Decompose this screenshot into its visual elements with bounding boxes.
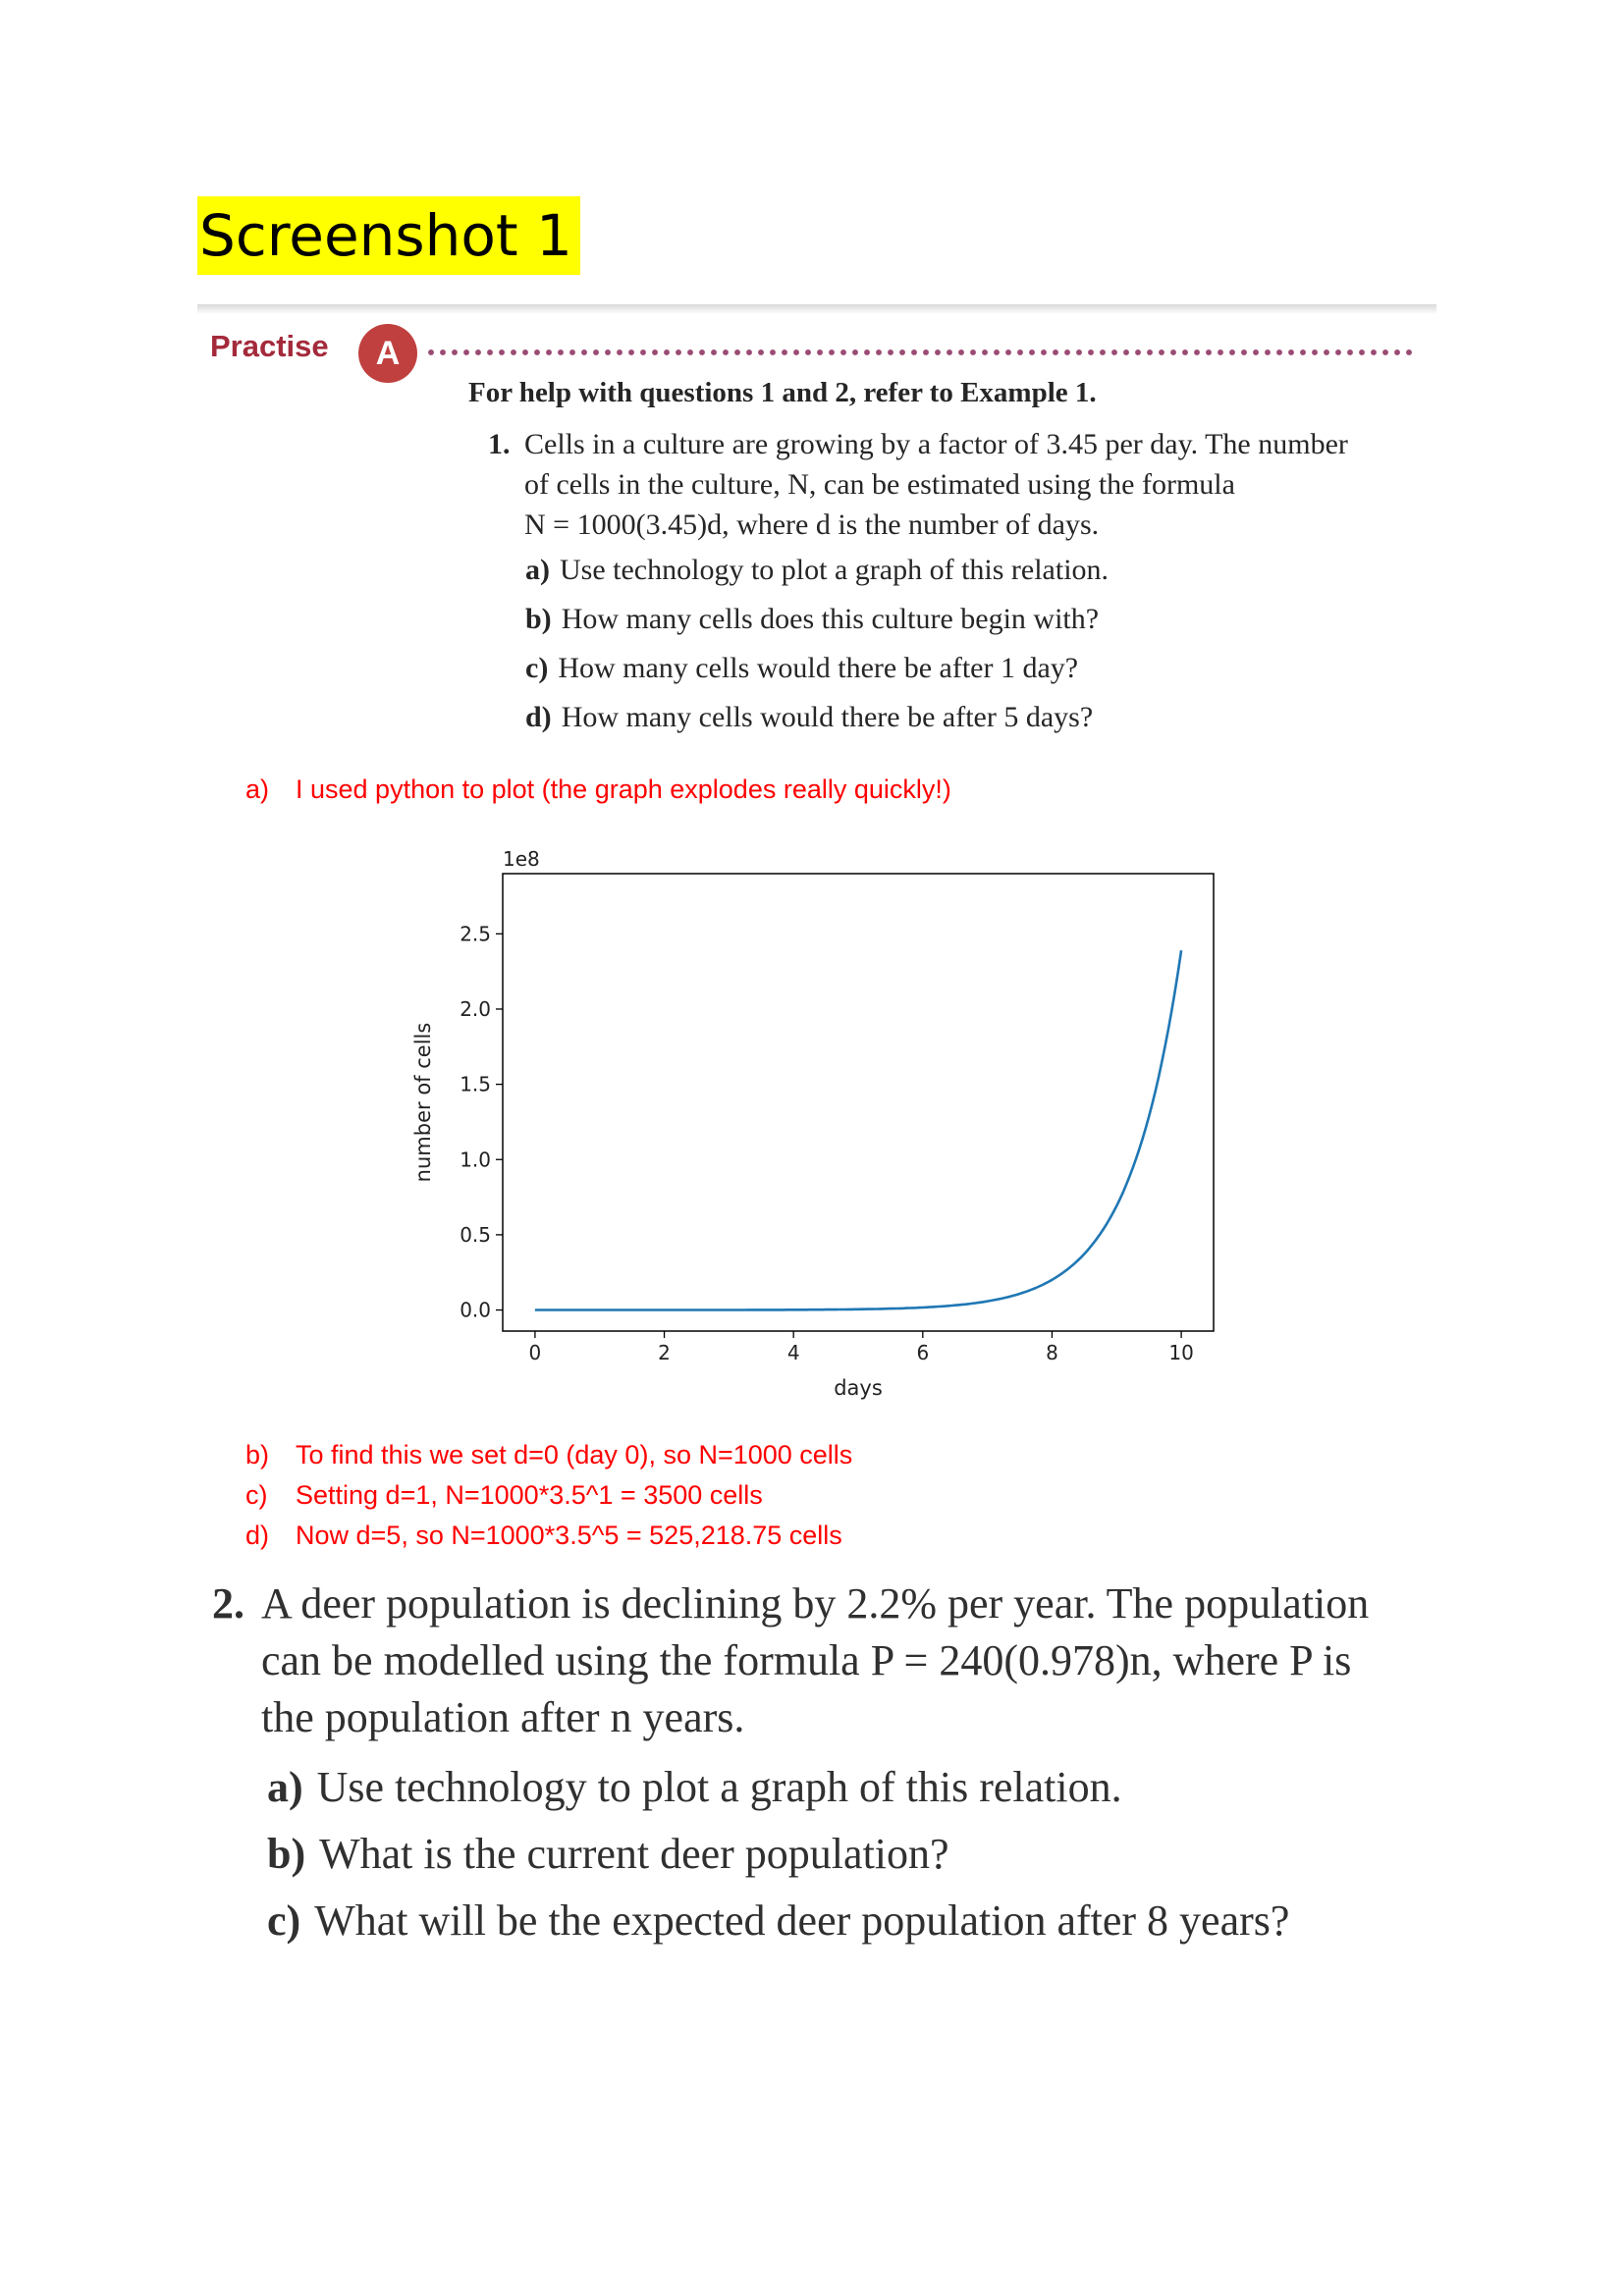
question-part xyxy=(525,652,1078,685)
image-top-edge xyxy=(197,304,1436,314)
x-tick-label: 2 xyxy=(658,1341,671,1364)
y-axis-label: number of cells xyxy=(411,1022,435,1183)
question-line: the population after n years. xyxy=(261,1693,745,1741)
question-number: 2. xyxy=(212,1579,244,1628)
practise-badge: A xyxy=(358,324,417,383)
question-part xyxy=(267,1896,1289,1946)
answer-label: c) xyxy=(245,1480,268,1510)
y-tick-label: 1.0 xyxy=(460,1148,491,1172)
part-text: What is the current deer population? xyxy=(319,1830,949,1878)
question-2 xyxy=(212,1575,1439,1746)
question-part xyxy=(267,1762,1122,1812)
x-tick-label: 0 xyxy=(528,1341,542,1364)
part-label: c) xyxy=(525,652,549,684)
question-line: can be modelled using the formula P = 240(0.978)n, where P is xyxy=(261,1636,1352,1684)
question-part xyxy=(525,701,1093,734)
cells-growth-chart xyxy=(393,834,1237,1414)
part-label: d) xyxy=(525,701,552,733)
x-axis-label: days xyxy=(834,1376,883,1400)
dotted-rule xyxy=(425,347,1417,357)
part-text: How many cells would there be after 5 days? xyxy=(561,701,1094,733)
part-label: c) xyxy=(267,1896,301,1945)
y-tick-label: 2.0 xyxy=(460,996,491,1021)
y-tick-label: 1.5 xyxy=(460,1072,491,1096)
answer-label: b) xyxy=(245,1440,270,1469)
answer-text: To find this we set d=0 (day 0), so N=1000 cells xyxy=(296,1440,853,1469)
question-line: Cells in a culture are growing by a factor of 3.45 per day. The number xyxy=(524,428,1348,460)
question-1 xyxy=(488,424,1431,545)
y-tick-label: 0.5 xyxy=(460,1222,491,1247)
question-part xyxy=(525,603,1099,636)
x-tick-label: 6 xyxy=(916,1341,930,1364)
question-line: A deer population is declining by 2.2% per year. The population xyxy=(261,1579,1370,1628)
answer-text: Now d=5, so N=1000*3.5^5 = 525,218.75 cells xyxy=(296,1521,842,1550)
part-label: a) xyxy=(267,1763,303,1811)
part-label: b) xyxy=(267,1830,306,1878)
series-line xyxy=(535,950,1181,1309)
textbook-question-2-image xyxy=(212,1575,1439,1945)
textbook-question-1-image xyxy=(197,304,1436,751)
question-line: N = 1000(3.45)d, where d is the number of days. xyxy=(524,508,1100,541)
part-text: How many cells would there be after 1 day? xyxy=(558,652,1079,684)
y-tick-label: 0.0 xyxy=(460,1298,491,1322)
part-label: a) xyxy=(525,554,550,586)
x-tick-label: 8 xyxy=(1046,1341,1058,1364)
question-part xyxy=(525,554,1109,587)
question-number: 1. xyxy=(488,428,511,460)
answer-label: d) xyxy=(245,1521,270,1550)
question-part xyxy=(267,1829,949,1879)
part-text: How many cells does this culture begin with? xyxy=(561,603,1100,635)
part-text: Use technology to plot a graph of this relation. xyxy=(560,554,1110,586)
y-tick-label: 2.5 xyxy=(460,922,491,946)
x-tick-label: 10 xyxy=(1168,1341,1194,1364)
practise-label: Practise xyxy=(210,329,329,363)
y-offset-label: 1e8 xyxy=(503,847,540,871)
part-label: b) xyxy=(525,603,552,635)
part-text: What will be the expected deer population after 8 years? xyxy=(314,1896,1290,1945)
answer-text: Setting d=1, N=1000*3.5^1 = 3500 cells xyxy=(296,1480,763,1510)
answer-label: a) xyxy=(245,774,270,804)
page-heading: Screenshot 1 xyxy=(197,196,580,275)
answer-text: I used python to plot (the graph explodes really quickly!) xyxy=(296,774,951,804)
plot-frame xyxy=(503,874,1214,1331)
chart-svg xyxy=(393,834,1237,1414)
question-line: of cells in the culture, N, can be estimated using the formula xyxy=(524,468,1235,501)
help-text: For help with questions 1 and 2, refer to Example 1. xyxy=(468,377,1097,408)
part-text: Use technology to plot a graph of this relation. xyxy=(316,1763,1122,1811)
x-tick-label: 4 xyxy=(786,1341,800,1364)
